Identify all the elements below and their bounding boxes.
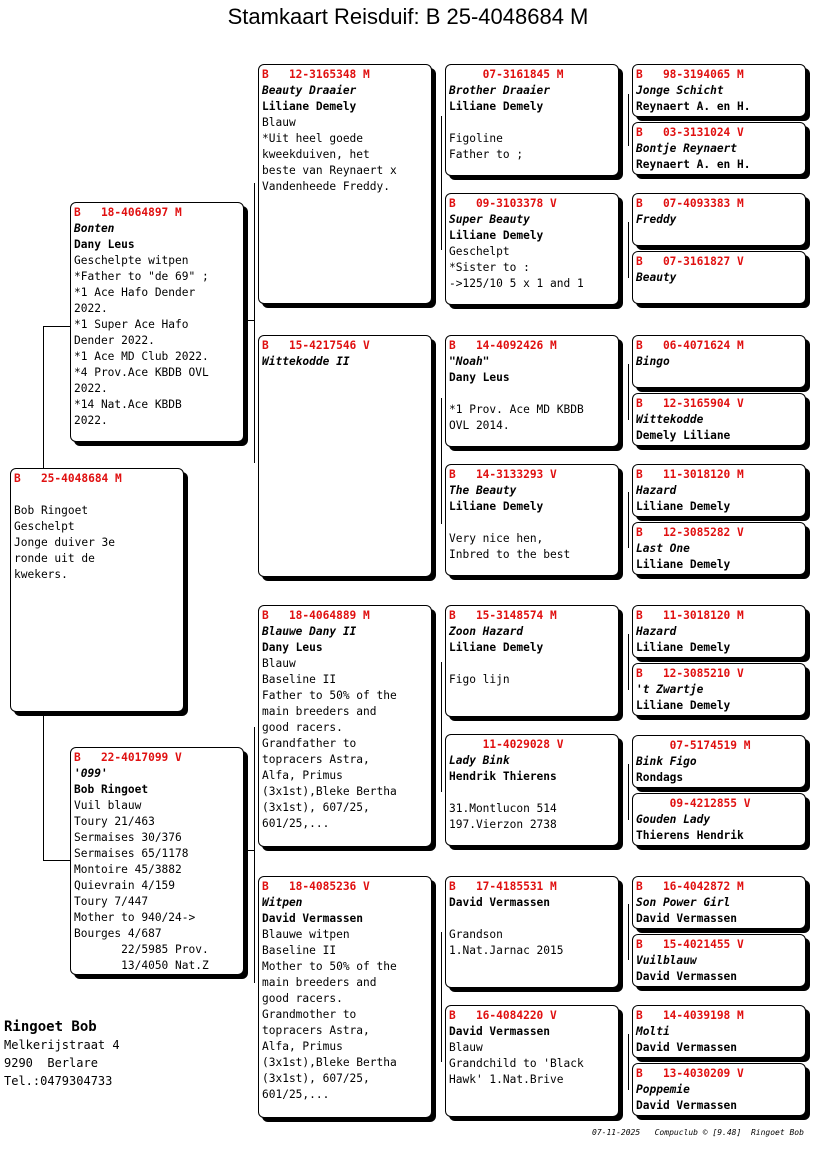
ring-number: B 15-3148574 M	[449, 609, 557, 622]
pigeon-info-line: *14 Nat.Ace KBDB	[74, 398, 182, 411]
pigeon-card-sss[interactable]	[445, 64, 619, 176]
footer-credit: 07-11-2025 Compuclub © [9.48] Ringoet Bob	[592, 1128, 804, 1137]
owner-street: Melkerijstraat 4	[4, 1038, 120, 1052]
pigeon-info-line: Mother to 940/24->	[74, 911, 196, 924]
pigeon-info-line: 13/4050 Nat.Z	[74, 959, 209, 972]
pigeon-info-line: Very nice hen,	[449, 532, 544, 545]
pigeon-card-g15[interactable]	[632, 1005, 806, 1058]
connector	[628, 764, 629, 820]
ring-number: B 13-4030209 V	[636, 1067, 744, 1080]
ring-number: 07-3161845 M	[449, 68, 564, 81]
pigeon-info-line: (3x1st),Bleke Bertha	[262, 785, 397, 798]
pigeon-name: Bonten	[74, 222, 115, 235]
pigeon-name: Son Power Girl	[636, 896, 731, 909]
pigeon-info-line: (3x1st), 607/25,	[262, 801, 370, 814]
pigeon-info-line: Geschelpt	[14, 520, 75, 533]
pigeon-card-g9[interactable]	[632, 605, 806, 658]
pigeon-info-line: Alfa, Primus	[262, 769, 343, 782]
connector	[628, 904, 629, 960]
pigeon-info-line	[14, 487, 180, 503]
pigeon-info-line: 601/25,...	[262, 817, 330, 830]
ring-number: 07-5174519 M	[636, 739, 751, 752]
pigeon-info-line: Sermaises 30/376	[74, 831, 182, 844]
pigeon-info-line: 601/25,...	[262, 1088, 330, 1101]
pigeon-name: "Noah"	[449, 355, 490, 368]
pigeon-info-line	[449, 115, 615, 131]
ring-number: B 11-3018120 M	[636, 468, 744, 481]
connector	[43, 860, 71, 861]
connector	[628, 492, 629, 548]
ring-number: B 16-4084220 V	[449, 1009, 557, 1022]
pigeon-info-line: Blauw	[262, 657, 296, 670]
owner-phone: Tel.:0479304733	[4, 1074, 113, 1088]
ring-number: B 15-4217546 V	[262, 339, 370, 352]
breeder-name: Dany Leus	[449, 371, 510, 384]
pigeon-info-line: Figo lijn	[449, 673, 510, 686]
connector	[43, 326, 44, 468]
pigeon-info-line: Jonge duiver 3e	[14, 536, 116, 549]
pigeon-card-g5[interactable]	[632, 335, 806, 388]
pigeon-info-line: Grandmother to	[262, 1008, 357, 1021]
pigeon-info-line: topracers Astra,	[262, 753, 370, 766]
pigeon-card-g2[interactable]	[632, 122, 806, 175]
connector	[43, 326, 71, 327]
pigeon-info-line: Alfa, Primus	[262, 1040, 343, 1053]
connector	[628, 1034, 629, 1090]
pigeon-name: Poppemie	[636, 1083, 690, 1096]
pigeon-card-main[interactable]	[10, 468, 184, 712]
breeder-name: David Vermassen	[636, 970, 738, 983]
pigeon-info-line: OVL 2014.	[449, 419, 510, 432]
ring-number: B 18-4085236 V	[262, 880, 370, 893]
pigeon-info-line	[449, 515, 615, 531]
pigeon-info-line: 22/5985 Prov.	[74, 943, 209, 956]
pigeon-info-line: 1.Nat.Jarnac 2015	[449, 944, 564, 957]
breeder-name: David Vermassen	[449, 1025, 551, 1038]
ring-number: B 15-4021455 V	[636, 938, 744, 951]
pigeon-name: Gouden Lady	[636, 813, 711, 826]
breeder-name: Reynaert A. en H.	[636, 100, 751, 113]
ring-number: B 12-3085210 V	[636, 667, 744, 680]
ring-number: B 22-4017099 V	[74, 751, 182, 764]
pigeon-card-g13[interactable]	[632, 876, 806, 929]
ring-number: 11-4029028 V	[449, 738, 564, 751]
breeder-name: David Vermassen	[449, 896, 551, 909]
pigeon-info-line: *4 Prov.Ace KBDB OVL	[74, 366, 209, 379]
pigeon-info-line: Toury 7/447	[74, 895, 149, 908]
pigeon-name: Last One	[636, 542, 690, 555]
breeder-name: Thierens Hendrik	[636, 829, 744, 842]
pigeon-info-line: Quievrain 4/159	[74, 879, 176, 892]
ring-number: 09-4212855 V	[636, 797, 751, 810]
pigeon-card-g1[interactable]	[632, 64, 806, 117]
pigeon-info-line: good racers.	[262, 721, 343, 734]
ring-number: B 14-4092426 M	[449, 339, 557, 352]
breeder-name: Dany Leus	[74, 238, 135, 251]
pigeon-info-line: 2022.	[74, 382, 108, 395]
ring-number: B 06-4071624 M	[636, 339, 744, 352]
breeder-name: Demely Liliane	[636, 429, 731, 442]
pigeon-info-line: *1 Prov. Ace MD KBDB	[449, 403, 584, 416]
pigeon-info-line: Vandenheede Freddy.	[262, 180, 390, 193]
pigeon-info-line: Toury 21/463	[74, 815, 155, 828]
connector	[43, 712, 44, 860]
pigeon-name: Hazard	[636, 625, 677, 638]
connector	[244, 850, 254, 851]
ring-number: B 18-4064889 M	[262, 609, 370, 622]
pigeon-info-line: *1 Ace MD Club 2022.	[74, 350, 209, 363]
pigeon-info-line: main breeders and	[262, 976, 377, 989]
pigeon-info-line: Bourges 4/687	[74, 927, 162, 940]
pigeon-name: Wittekodde II	[262, 355, 350, 368]
pigeon-info-line: Blauw	[262, 116, 296, 129]
pigeon-name: Brother Draaier	[449, 84, 551, 97]
breeder-name: David Vermassen	[262, 912, 364, 925]
pigeon-info-line	[449, 386, 615, 402]
pigeon-card-dam-sire[interactable]	[258, 605, 432, 847]
connector	[628, 222, 629, 278]
pigeon-name: Zoon Hazard	[449, 625, 524, 638]
pigeon-name: Wittekodde	[636, 413, 704, 426]
pigeon-info-line: main breeders and	[262, 705, 377, 718]
pigeon-card-dss[interactable]	[445, 605, 619, 717]
connector	[244, 320, 254, 321]
pigeon-info-line: *Sister to :	[449, 261, 530, 274]
pigeon-info-line: Baseline II	[262, 673, 337, 686]
ring-number: B 12-3085282 V	[636, 526, 744, 539]
pigeon-info-line: 2022.	[74, 302, 108, 315]
pigeon-card-ddd[interactable]	[445, 1005, 619, 1117]
pigeon-info-line: 2022.	[74, 414, 108, 427]
pigeon-info-line: Blauw	[449, 1041, 483, 1054]
connector	[254, 727, 255, 983]
pigeon-info-line: Father to ;	[449, 148, 524, 161]
pigeon-card-sire-dam[interactable]	[258, 335, 432, 577]
breeder-name: David Vermassen	[636, 1099, 738, 1112]
owner-city: 9290 Berlare	[4, 1056, 98, 1070]
pigeon-info-line: ->125/10 5 x 1 and 1	[449, 277, 584, 290]
pigeon-info-line: kweekduiven, het	[262, 148, 370, 161]
pigeon-info-line: Baseline II	[262, 944, 337, 957]
breeder-name: Bob Ringoet	[74, 783, 149, 796]
pigeon-card-sire[interactable]	[70, 202, 244, 442]
pigeon-info-line: Blauwe witpen	[262, 928, 350, 941]
ring-number: B 12-3165904 V	[636, 397, 744, 410]
pigeon-info-line: *Uit heel goede	[262, 132, 364, 145]
pigeon-card-g4[interactable]	[632, 251, 806, 304]
pigeon-info-line: Mother to 50% of the	[262, 960, 397, 973]
pigeon-name: Witpen	[262, 896, 303, 909]
pigeon-card-g16[interactable]	[632, 1063, 806, 1116]
breeder-name: Hendrik Thierens	[449, 770, 557, 783]
pigeon-name: Vuilblauw	[636, 954, 697, 967]
pigeon-name: Beauty	[636, 271, 677, 284]
page-title: Stamkaart Reisduif: B 25-4048684 M	[227, 4, 589, 29]
ring-number: B 12-3165348 M	[262, 68, 370, 81]
owner-block	[4, 1018, 120, 1090]
owner-name: Ringoet Bob	[4, 1019, 97, 1035]
pigeon-info-line: *1 Ace Hafo Dender	[74, 286, 196, 299]
pigeon-info-line: beste van Reynaert x	[262, 164, 397, 177]
pigeon-info-line: good racers.	[262, 992, 343, 1005]
ring-number: B 09-3103378 V	[449, 197, 557, 210]
connector	[441, 662, 442, 792]
ring-number: B 16-4042872 M	[636, 880, 744, 893]
breeder-name: Liliane Demely	[636, 500, 731, 513]
pigeon-info-line: Vuil blauw	[74, 799, 142, 812]
pigeon-info-line	[449, 911, 615, 927]
connector	[628, 94, 629, 146]
pigeon-info-line: kwekers.	[14, 568, 68, 581]
pigeon-info-line	[449, 785, 615, 801]
ring-number: B 98-3194065 M	[636, 68, 744, 81]
pigeon-card-g3[interactable]	[632, 193, 806, 246]
pigeon-card-g7[interactable]	[632, 464, 806, 517]
breeder-name: Liliane Demely	[636, 558, 731, 571]
pigeon-name: Blauwe Dany II	[262, 625, 357, 638]
pigeon-info-line: (3x1st),Bleke Bertha	[262, 1056, 397, 1069]
pigeon-info-line	[449, 656, 615, 672]
pigeon-info-line: Geschelpte witpen	[74, 254, 189, 267]
breeder-name: Liliane Demely	[449, 641, 544, 654]
ring-number: B 11-3018120 M	[636, 609, 744, 622]
pigeon-name: Freddy	[636, 213, 677, 226]
pigeon-info-line: 31.Montlucon 514	[449, 802, 557, 815]
connector	[628, 634, 629, 690]
pigeon-card-dds[interactable]	[445, 876, 619, 988]
ring-number: B 25-4048684 M	[14, 472, 122, 485]
pigeon-info-line: Montoire 45/3882	[74, 863, 182, 876]
pigeon-info-line: Dender 2022.	[74, 334, 155, 347]
pigeon-card-dam-dam[interactable]	[258, 876, 432, 1118]
pigeon-info-line: topracers Astra,	[262, 1024, 370, 1037]
connector	[628, 364, 629, 420]
pigeon-name: '099'	[74, 767, 108, 780]
pigeon-card-sds[interactable]	[445, 335, 619, 447]
pigeon-card-g12[interactable]	[632, 793, 806, 846]
breeder-name: Liliane Demely	[449, 100, 544, 113]
pigeon-info-line: Grandson	[449, 928, 503, 941]
pigeon-card-g10[interactable]	[632, 663, 806, 716]
pigeon-name: Hazard	[636, 484, 677, 497]
ring-number: B 07-4093383 M	[636, 197, 744, 210]
breeder-name: David Vermassen	[636, 912, 738, 925]
pigeon-name: Beauty Draaier	[262, 84, 357, 97]
ring-number: B 17-4185531 M	[449, 880, 557, 893]
connector	[441, 932, 442, 1062]
pigeon-name: 't Zwartje	[636, 683, 704, 696]
breeder-name: Dany Leus	[262, 641, 323, 654]
breeder-name: Rondags	[636, 771, 684, 784]
breeder-name: Liliane Demely	[449, 229, 544, 242]
pigeon-card-dsd[interactable]	[445, 734, 619, 846]
ring-number: B 18-4064897 M	[74, 206, 182, 219]
pigeon-info-line: Grandfather to	[262, 737, 357, 750]
pigeon-info-line: (3x1st), 607/25,	[262, 1072, 370, 1085]
ring-number: B 14-4039198 M	[636, 1009, 744, 1022]
pigeon-name: Super Beauty	[449, 213, 530, 226]
pigeon-info-line: Inbred to the best	[449, 548, 571, 561]
pigeon-name: Bingo	[636, 355, 670, 368]
pigeon-info-line: *1 Super Ace Hafo	[74, 318, 189, 331]
breeder-name: Liliane Demely	[636, 641, 731, 654]
pigeon-info-line: Sermaises 65/1178	[74, 847, 189, 860]
pigeon-card-sdd[interactable]	[445, 464, 619, 576]
pigeon-card-g6[interactable]	[632, 393, 806, 446]
connector	[254, 183, 255, 463]
pigeon-name: Jonge Schicht	[636, 84, 724, 97]
pigeon-card-ssd[interactable]	[445, 193, 619, 305]
breeder-name: Liliane Demely	[636, 699, 731, 712]
pigeon-info-line: Bob Ringoet	[14, 504, 89, 517]
pigeon-card-g11[interactable]	[632, 735, 806, 788]
pigeon-info-line: Figoline	[449, 132, 503, 145]
breeder-name: Reynaert A. en H.	[636, 158, 751, 171]
pigeon-card-dam[interactable]	[70, 747, 244, 975]
ring-number: B 03-3131024 V	[636, 126, 744, 139]
pigeon-card-sire-sire[interactable]	[258, 64, 432, 304]
breeder-name: David Vermassen	[636, 1041, 738, 1054]
breeder-name: Liliane Demely	[449, 500, 544, 513]
pigeon-card-g8[interactable]	[632, 522, 806, 575]
pigeon-info-line: 197.Vierzon 2738	[449, 818, 557, 831]
pigeon-card-g14[interactable]	[632, 934, 806, 987]
pigeon-info-line: ronde uit de	[14, 552, 95, 565]
pigeon-name: Bink Figo	[636, 755, 697, 768]
pigeon-name: The Beauty	[449, 484, 517, 497]
breeder-name: Liliane Demely	[262, 100, 357, 113]
pigeon-info-line: *Father to "de 69" ;	[74, 270, 209, 283]
pigeon-info-line: Hawk' 1.Nat.Brive	[449, 1073, 564, 1086]
connector	[441, 398, 442, 524]
ring-number: B 07-3161827 V	[636, 255, 744, 268]
ring-number: B 14-3133293 V	[449, 468, 557, 481]
pigeon-info-line: Grandchild to 'Black	[449, 1057, 584, 1070]
pigeon-info-line: Father to 50% of the	[262, 689, 397, 702]
pigeon-name: Lady Bink	[449, 754, 510, 767]
pigeon-name: Molti	[636, 1025, 670, 1038]
pigeon-name: Bontje Reynaert	[636, 142, 738, 155]
connector	[441, 116, 442, 250]
pigeon-info-line: Geschelpt	[449, 245, 510, 258]
